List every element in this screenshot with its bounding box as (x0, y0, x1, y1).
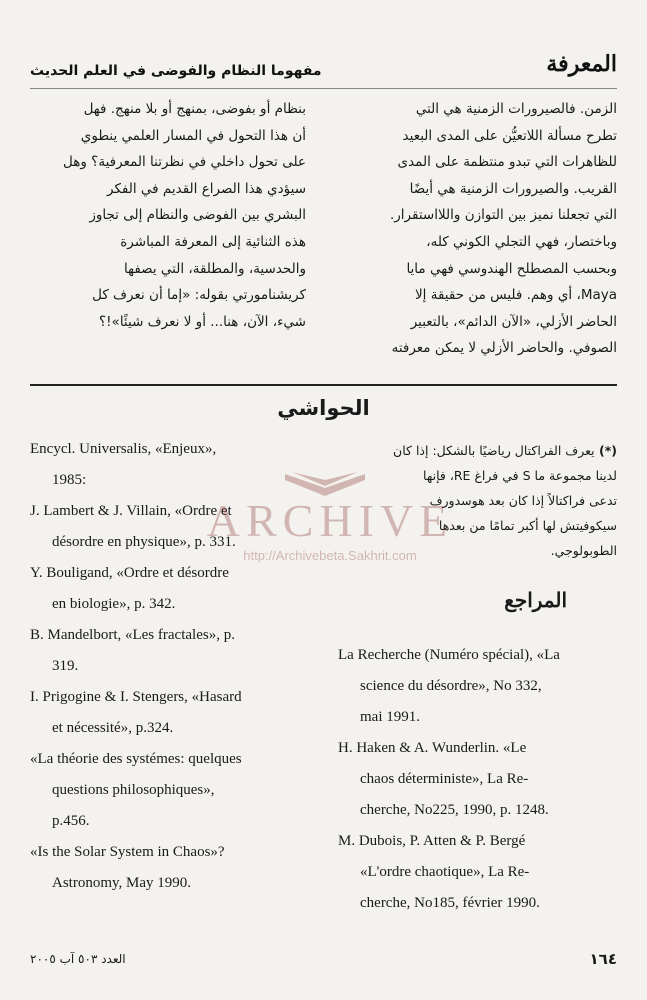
watermark-text: ARCHIVE (206, 495, 454, 546)
reference-continuation-line: mai 1991. (360, 709, 420, 725)
reference-continuation-line: en biologie», p. 342. (52, 596, 176, 612)
reference-first-line: Encycl. Universalis, «Enjeux», (30, 441, 217, 457)
reference-continuation-line: cherche, No185, février 1990. (360, 895, 540, 911)
reference-entry (30, 434, 305, 496)
reference-entry (30, 837, 305, 899)
reference-entry (338, 733, 618, 826)
reference-entry (30, 744, 305, 837)
footnote-line (327, 513, 617, 538)
references-right-list (338, 640, 618, 919)
text-line: سيؤدي هذا الصراع القديم في الفكر (107, 180, 306, 197)
reference-continuation-line: 319. (52, 658, 79, 674)
footnotes-heading: الحواشي (277, 396, 370, 420)
reference-first-line: H. Haken & A. Wunderlin. «Le (338, 740, 527, 756)
watermark-url: http://Archivebeta.Sakhrit.com (243, 548, 417, 563)
text-line: وباختصار، فهي التجلي الكوني كله، (426, 233, 617, 250)
issue-info: العدد ٥٠٣ آب ٢٠٠٥ (30, 952, 126, 966)
text-line: التي تجعلنا نميز بين التوازن واللااستقرار. (390, 207, 617, 224)
footnote-line (327, 438, 617, 463)
reference-continuation-line: science du désordre», No 332, (360, 678, 542, 694)
footnote-line-text: تدعى فراكتالاً إذا كان بعد هوسدورف (429, 493, 617, 508)
right-text-column (345, 96, 617, 362)
running-title: مفهوما النظام والفوضى في العلم الحديث (30, 63, 322, 79)
magazine-logo: المعرفة (546, 51, 617, 77)
reference-entry (30, 620, 305, 682)
footnote-line (327, 463, 617, 488)
reference-continuation-line: p.456. (52, 813, 90, 829)
reference-continuation-line: désordre en physique», p. 331. (52, 534, 236, 550)
footnote-line-text: لدينا مجموعة ما S في فراغ RE، فإنها (423, 468, 617, 483)
references-left-list (30, 434, 305, 899)
reference-first-line: J. Lambert & J. Villain, «Ordre et (30, 503, 232, 519)
reference-continuation-line: et nécessité», p.324. (52, 720, 174, 736)
reference-continuation-line: Astronomy, May 1990. (52, 875, 192, 891)
reference-continuation-line: cherche, No225, 1990, p. 1248. (360, 802, 549, 818)
footnote-line-text: سيكوفيتش لها أكبر تمامًا من بعدها (438, 518, 617, 533)
reference-first-line: I. Prigogine & I. Stengers, «Hasard (30, 689, 242, 705)
body-columns (30, 96, 617, 378)
reference-entry (30, 496, 305, 558)
text-line: للظاهرات التي تبدو منتظمة على المدى (397, 154, 617, 171)
text-line: أن هذا التحول في المسار العلمي ينطوي (80, 127, 306, 144)
footnote-marker: (*) (594, 443, 617, 458)
reference-entry (338, 826, 618, 919)
text-line: شيء، الآن، هنا... أو لا نعرف شيئًا»!؟ (98, 313, 306, 330)
reference-continuation-line: questions philosophiques», (52, 782, 215, 798)
page-number: ١٦٤ (589, 950, 617, 968)
text-line: هذه الثنائية إلى المعرفة المباشرة (120, 233, 306, 250)
reference-first-line: M. Dubois, P. Atten & P. Bergé (338, 833, 526, 849)
text-line: بنظام أو بفوضى، بمنهج أو بلا منهج. فهل (83, 101, 306, 117)
reference-first-line: «Is the Solar System in Chaos»? (30, 844, 225, 860)
left-text-column (34, 96, 306, 335)
reference-continuation-line: 1985: (52, 472, 87, 488)
text-line: الصوفي. والحاضر الأزلي لا يمكن معرفته (391, 340, 617, 357)
footnote-line-text: الطوبولوجي. (550, 543, 617, 558)
reference-first-line: «La théorie des systémes: quelques (30, 751, 242, 767)
footnote-line (327, 488, 617, 513)
reference-entry (30, 558, 305, 620)
text-line: تطرح مسألة اللاتعيُّن على المدى البعيد (402, 127, 617, 144)
references-heading: المراجع (504, 588, 567, 612)
footnote-text (327, 438, 617, 563)
reference-entry (338, 640, 618, 733)
text-line: القريب. والصيرورات الزمنية هي أيضًا (409, 180, 617, 197)
text-line: الحاضر الأزلي، «الآن الدائم»، بالتعبير (410, 313, 617, 330)
text-line: على تحول داخلي في نظرتنا المعرفية؟ وهل (63, 154, 306, 171)
text-line: البشري بين الفوضى والنظام إلى تجاوز (89, 207, 306, 224)
section-divider (30, 384, 617, 386)
text-line: Maya، أي وهم. فليس من حقيقة إلا (414, 287, 617, 304)
text-line: كريشنامورتي بقوله: «إما أن نعرف كل (92, 287, 306, 304)
header-rule (30, 88, 617, 89)
footnote-line (327, 538, 617, 563)
page-footer (30, 950, 617, 974)
text-line: والحدسية، والمطلقة، التي يصفها (123, 260, 306, 277)
page-header (30, 45, 617, 85)
reference-entry (30, 682, 305, 744)
reference-continuation-line: «L'ordre chaotique», La Re- (360, 864, 530, 880)
reference-first-line: Y. Bouligand, «Ordre et désordre (30, 565, 229, 581)
footnote-line-text: يعرف الفراكتال رياضيًا بالشكل: إذا كان (393, 443, 595, 458)
text-line: وبحسب المصطلح الهندوسي فهي مايا (406, 260, 617, 277)
reference-first-line: B. Mandelbort, «Les fractales», p. (30, 627, 235, 643)
reference-first-line: La Recherche (Numéro spécial), «La (338, 647, 560, 663)
text-line: الزمن. فالصيرورات الزمنية هي التي (415, 101, 617, 117)
reference-continuation-line: chaos déterministe», La Re- (360, 771, 529, 787)
